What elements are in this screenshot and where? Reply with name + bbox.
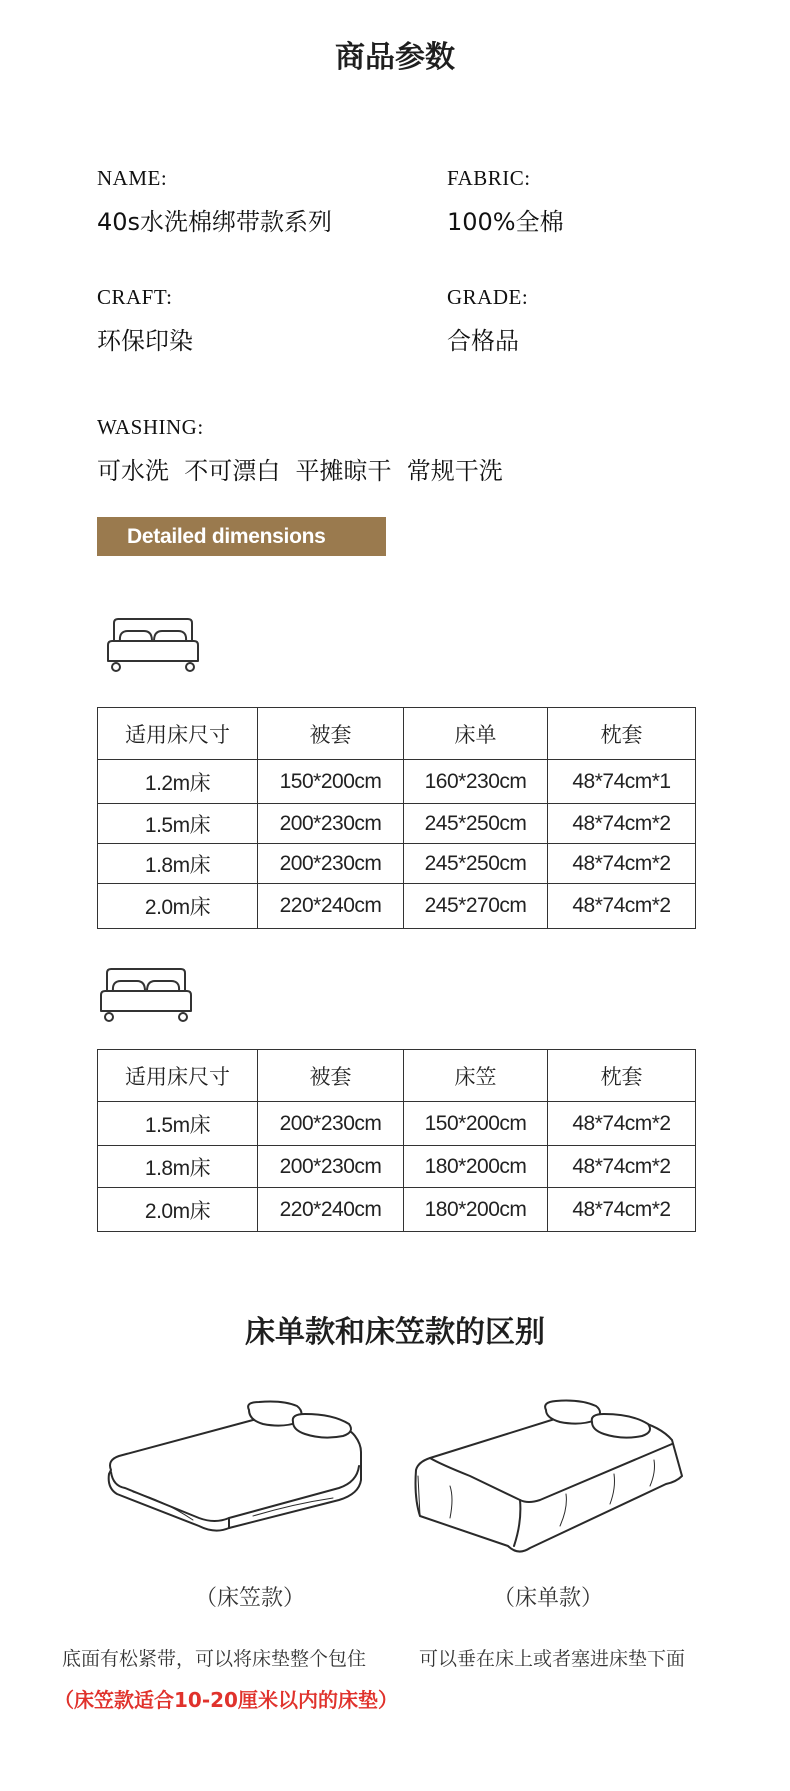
table-row (98, 1188, 696, 1232)
table-cell: 48*74cm*2 (548, 884, 696, 929)
flat-sheet-illustration (410, 1398, 686, 1568)
grade-value: 合格品 (447, 327, 519, 355)
table-cell: 160*230cm (404, 760, 548, 804)
table-row (98, 804, 696, 844)
table-cell: 245*270cm (404, 884, 548, 929)
size-table-flat-sheet (97, 707, 696, 929)
table-cell: 245*250cm (404, 844, 548, 884)
table-cell: 48*74cm*2 (548, 1102, 696, 1146)
table-cell: 1.5m床 (98, 804, 258, 844)
fitted-sheet-caption: （床笠款） (195, 1586, 306, 1611)
table-header-cell: 被套 (258, 1050, 404, 1102)
name-value: 40s水洗棉绑带款系列 (97, 208, 333, 236)
table-row (98, 760, 696, 804)
grade-label: GRADE: (447, 285, 529, 309)
table-header-row (98, 1050, 696, 1102)
table-header-cell: 枕套 (548, 708, 696, 760)
flat-sheet-description: 可以垂在床上或者塞进床垫下面 (419, 1648, 686, 1670)
table-row (98, 1102, 696, 1146)
table-cell: 1.5m床 (98, 1102, 258, 1146)
table-cell: 48*74cm*2 (548, 1146, 696, 1188)
bed-icon (99, 967, 193, 1023)
table-cell: 200*230cm (258, 804, 404, 844)
fabric-label: FABRIC: (447, 166, 531, 190)
craft-label: CRAFT: (97, 285, 173, 309)
table-header-cell: 床单 (404, 708, 548, 760)
fitted-sheet-description: 底面有松紧带，可以将床垫整个包住 (62, 1648, 367, 1670)
table-cell: 1.8m床 (98, 844, 258, 884)
table-row (98, 844, 696, 884)
fitted-sheet-note: （床笠款适合10-20厘米以内的床垫） (54, 1688, 398, 1712)
fitted-sheet-illustration (103, 1400, 365, 1550)
table-cell: 200*230cm (258, 1102, 404, 1146)
bed-icon (106, 617, 200, 673)
table-cell: 2.0m床 (98, 1188, 258, 1232)
washing-value: 可水洗 不可漂白 平摊晾干 常规干洗 (97, 457, 503, 485)
table-cell: 180*200cm (404, 1146, 548, 1188)
table-cell: 220*240cm (258, 1188, 404, 1232)
fabric-value: 100%全棉 (447, 208, 564, 236)
table-cell: 180*200cm (404, 1188, 548, 1232)
table-cell: 48*74cm*2 (548, 844, 696, 884)
table-cell: 48*74cm*1 (548, 760, 696, 804)
comparison-title: 床单款和床笠款的区别 (245, 1315, 545, 1350)
table-row (98, 1146, 696, 1188)
washing-label: WASHING: (97, 415, 204, 439)
table-header-cell: 适用床尺寸 (98, 1050, 258, 1102)
table-cell: 1.2m床 (98, 760, 258, 804)
size-table-fitted-sheet (97, 1049, 696, 1232)
table-cell: 2.0m床 (98, 884, 258, 929)
table-cell: 200*230cm (258, 1146, 404, 1188)
table-cell: 48*74cm*2 (548, 1188, 696, 1232)
table-cell: 150*200cm (404, 1102, 548, 1146)
detailed-dimensions-banner: Detailed dimensions (97, 517, 386, 556)
table-header-cell: 床笠 (404, 1050, 548, 1102)
table-header-cell: 适用床尺寸 (98, 708, 258, 760)
table-cell: 48*74cm*2 (548, 804, 696, 844)
table-cell: 150*200cm (258, 760, 404, 804)
table-cell: 200*230cm (258, 844, 404, 884)
table-header-cell: 被套 (258, 708, 404, 760)
table-row (98, 884, 696, 929)
table-cell: 245*250cm (404, 804, 548, 844)
flat-sheet-caption: （床单款） (493, 1586, 604, 1611)
page-title: 商品参数 (335, 40, 455, 75)
table-cell: 1.8m床 (98, 1146, 258, 1188)
table-cell: 220*240cm (258, 884, 404, 929)
craft-value: 环保印染 (97, 327, 193, 355)
table-header-row (98, 708, 696, 760)
name-label: NAME: (97, 166, 168, 190)
table-header-cell: 枕套 (548, 1050, 696, 1102)
